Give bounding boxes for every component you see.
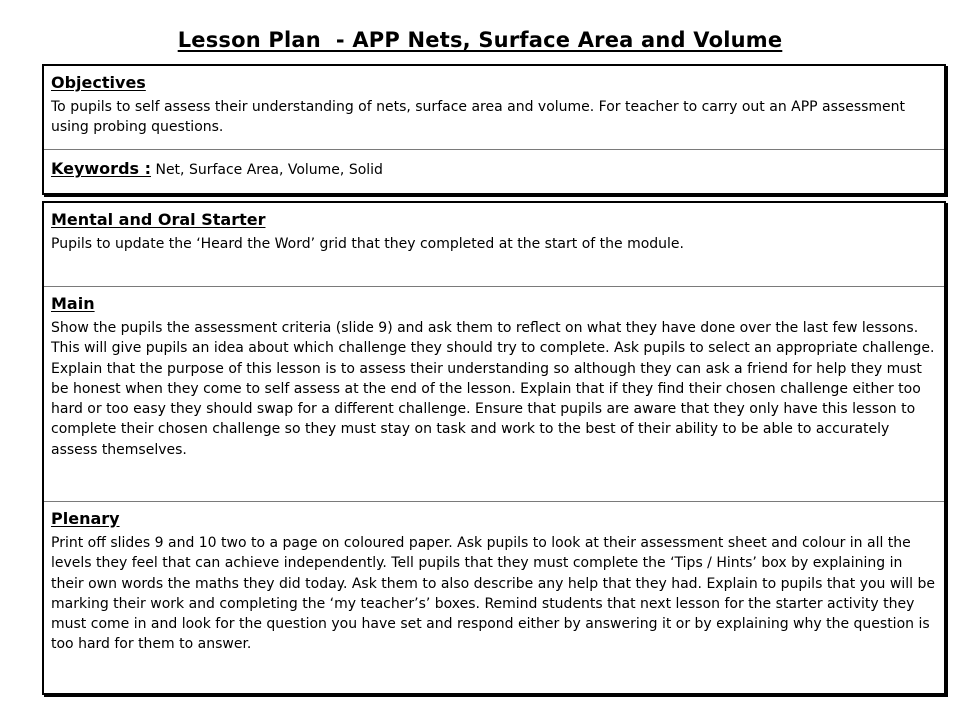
starter-heading: Mental and Oral Starter	[51, 210, 266, 229]
objectives-heading: Objectives	[51, 73, 146, 92]
objectives-text: To pupils to self assess their understanding of nets, surface area and volume. For teacher to carry out an APP assessment using probing questions.	[51, 99, 906, 136]
keywords-row	[51, 158, 936, 181]
starter-text: Pupils to update the ‘Heard the Word’ grid that they completed at the start of the module.	[51, 236, 684, 252]
document-title: Lesson Plan - APP Nets, Surface Area and Volume	[177, 28, 783, 52]
plenary-heading: Plenary	[51, 509, 120, 528]
starter-section	[44, 203, 944, 287]
objectives-keywords-box	[42, 64, 946, 195]
keywords-section	[44, 150, 944, 193]
plenary-section	[44, 502, 944, 693]
lesson-activities-box	[42, 201, 946, 695]
plenary-text: Print off slides 9 and 10 two to a page on coloured paper. Ask pupils to look at their assessment sheet and colour in all the levels they feel that can achieve independently. Tell pupils that they must complete the ‘Tips / Hints’ box by explaining in their own words the maths they did today. Ask them to also describe any help that they had. Explain to pupils that you will be marking their work and completing the ‘my teacher’s’ boxes. Remind students that next lesson for the starter activity they must come in and look for the question you have set and respond either by answering it or by explaining why the question is too hard for them to answer.	[51, 535, 935, 653]
main-text: Show the pupils the assessment criteria (slide 9) and ask them to reflect on what they have done over the last few lessons. This will give pupils an idea about which challenge they should try to complete. Ask pupils to select an appropriate challenge. Explain that the purpose of this lesson is to assess their understanding so although they can ask a friend for help they must be honest when they come to self assess at the end of the lesson. Explain that if they find their chosen challenge either too hard or too easy they should swap for a different challenge. Ensure that pupils are aware that they only have this lesson to complete their chosen challenge so they must stay on task and work to the best of their ability to be able to accurately assess themselves.	[51, 320, 935, 458]
main-section	[44, 287, 944, 502]
keywords-text: Net, Surface Area, Volume, Solid	[151, 162, 383, 178]
main-heading: Main	[51, 294, 95, 313]
keywords-heading: Keywords :	[51, 159, 152, 178]
objectives-section	[44, 66, 944, 150]
